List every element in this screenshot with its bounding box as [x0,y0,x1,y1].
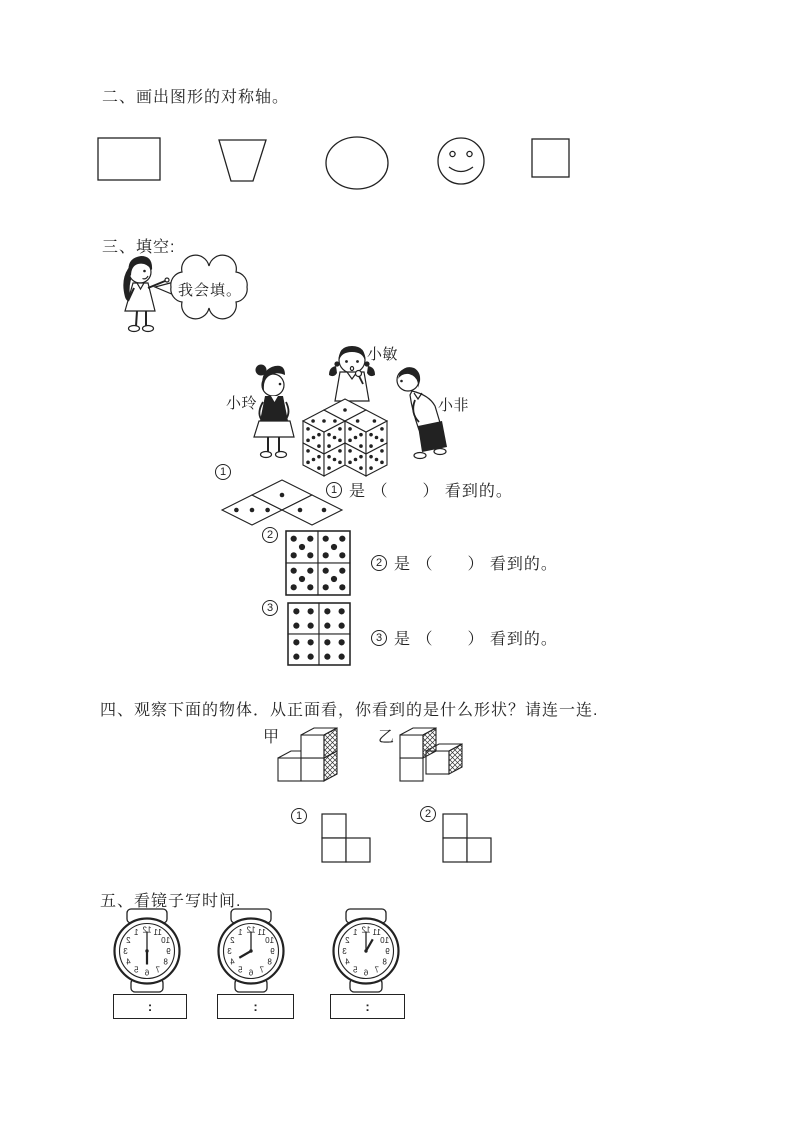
svg-text:6: 6 [363,968,369,978]
svg-text:1: 1 [133,928,139,938]
svg-text:2: 2 [345,936,350,945]
svg-text:12: 12 [361,925,371,935]
question-2-text: 是 （ ） 看到的。 [394,556,558,573]
option-2-circled-number: 2 [420,806,436,822]
question-3-line [371,626,558,649]
question-2-circled-number: 2 [371,555,387,571]
svg-text:8: 8 [382,957,387,967]
speech-bubble-text: 我会填。 [177,282,242,299]
svg-text:12: 12 [142,925,152,935]
question-1-text: 是 （ ） 看到的。 [349,483,513,500]
svg-text:3: 3 [123,946,128,956]
dice-stack [303,399,387,476]
xiaomin-braid [329,366,337,376]
svg-text:11: 11 [372,928,381,938]
svg-text:11: 11 [257,928,266,938]
svg-text:5: 5 [352,965,358,975]
question-3-circled-number: 3 [371,630,387,646]
svg-text:2: 2 [230,936,235,945]
object-jia-label: 甲 [263,729,281,746]
object-jia-figure [278,728,337,781]
ellipse-shape [326,137,388,189]
mirrored-clock-1 [115,909,180,992]
section3-title: 三、填空: [102,239,176,256]
svg-text:6: 6 [144,968,150,978]
svg-text:4: 4 [230,957,235,967]
front-view-grid [286,531,350,595]
svg-text:3: 3 [342,946,347,956]
svg-text:10: 10 [265,936,275,945]
svg-text:1: 1 [237,928,243,938]
svg-text:12: 12 [246,925,256,935]
section5-title: 五、看镜子写时间. [100,893,242,910]
section4-title: 四、观察下面的物体．从正面看，你看到的是什么形状？请连一连. [100,702,599,719]
svg-text:5: 5 [237,965,243,975]
svg-text:7: 7 [155,965,160,975]
svg-text:3: 3 [227,946,232,956]
option-2-shape [443,814,491,862]
smiley-eye-icon [450,151,455,156]
side-view-grid [288,603,350,665]
svg-text:7: 7 [259,965,264,975]
svg-text:1: 1 [352,928,358,938]
object-yi-figure [400,728,462,781]
smiley-eye-icon [467,151,472,156]
question-2-line [371,551,558,574]
xiaomin-braid [367,366,375,376]
svg-text:9: 9 [166,946,171,956]
symmetry-shapes-row [98,137,569,189]
object-yi-label: 乙 [378,729,396,746]
question-1-circled-number: 1 [326,482,342,498]
section2-title: 二、画出图形的对称轴。 [102,89,290,106]
svg-text:7: 7 [374,965,379,975]
time-answer-box-1: : [113,994,187,1019]
view2-circled-number: 2 [262,527,278,543]
square-shape [532,139,569,177]
svg-text:8: 8 [163,957,168,967]
trapezoid-shape [219,140,266,181]
time-answer-box-3: : [330,994,405,1019]
question-3-text: 是 （ ） 看到的。 [394,631,558,648]
mirrored-clock-2 [219,909,284,992]
svg-text:6: 6 [248,968,254,978]
smiley-face-shape [438,138,484,184]
rectangle-shape [98,138,160,180]
top-view-card [222,480,342,525]
option-1-shape [322,814,370,862]
child-label-xiaofei: 小非 [438,397,470,414]
time-answer-box-2: : [217,994,294,1019]
svg-text:8: 8 [267,957,272,967]
view1-circled-number: 1 [215,464,231,480]
svg-text:4: 4 [345,957,350,967]
helper-girl-figure [123,256,169,332]
svg-text:2: 2 [126,936,131,945]
svg-text:9: 9 [385,946,390,956]
child-label-xiaoling: 小玲 [226,395,258,412]
child-xiaoling-figure [254,365,294,458]
option-1-circled-number: 1 [291,808,307,824]
view3-circled-number: 3 [262,600,278,616]
svg-text:11: 11 [153,928,162,938]
svg-text:9: 9 [270,946,275,956]
child-label-xiaomin: 小敏 [367,346,399,363]
svg-text:10: 10 [380,936,390,945]
svg-text:4: 4 [126,957,131,967]
svg-text:5: 5 [133,965,139,975]
svg-text:10: 10 [161,936,171,945]
question-1-line [326,478,513,501]
mirrored-clock-3 [334,909,399,992]
